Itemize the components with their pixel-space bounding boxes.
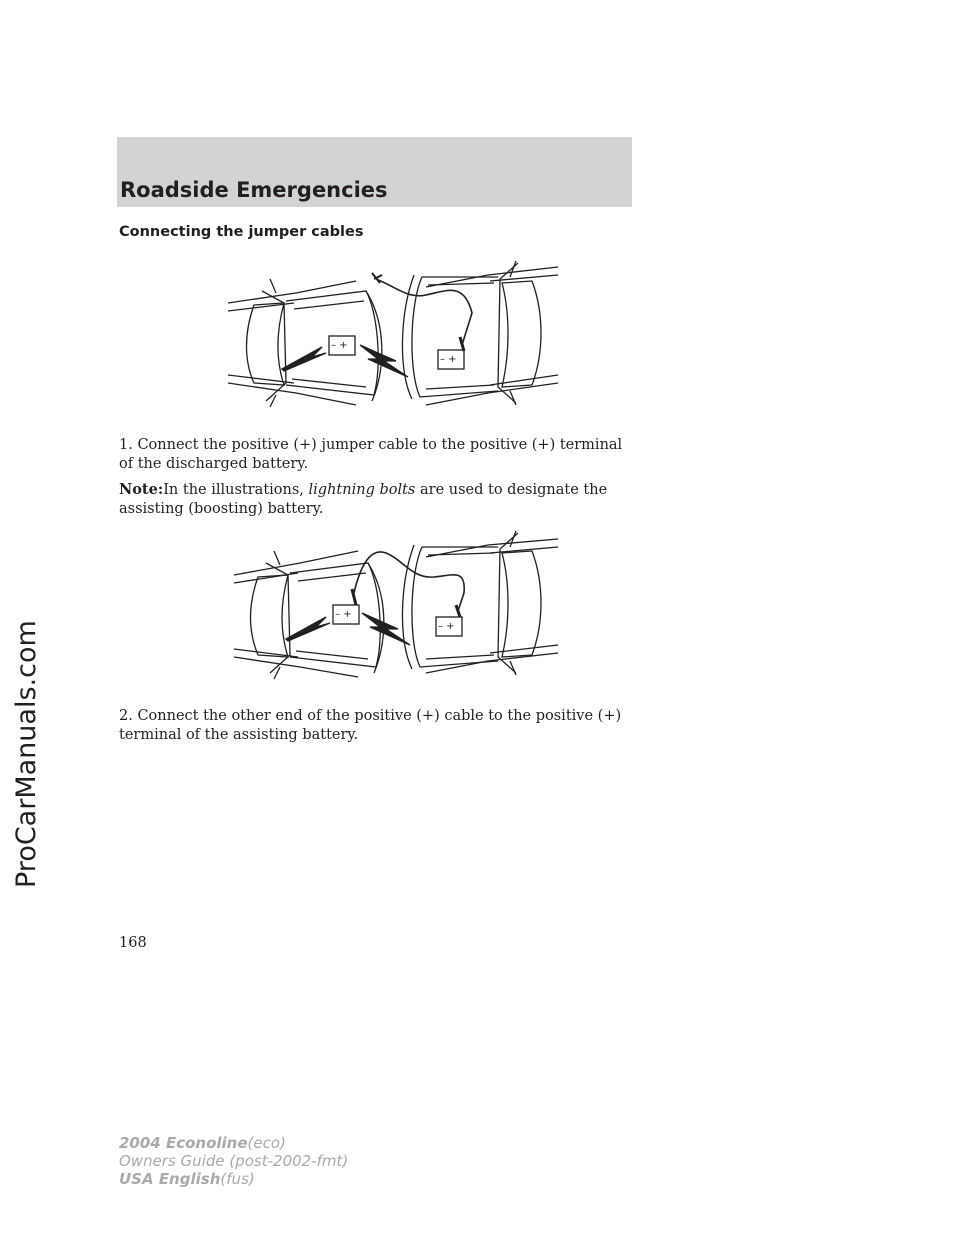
footer-model: 2004 Econoline [119,1134,248,1152]
battery-left-label: – + [335,609,352,620]
footer-line-2: Owners Guide (post-2002-fmt) [119,1152,349,1170]
step-1-text: 1. Connect the positive (+) jumper cable to the positive (+) terminal of the discharged battery. [119,437,623,472]
footer-line-1 [119,1134,348,1152]
battery-right-label: – + [438,621,455,632]
lightning-bolt-icon [360,345,408,377]
note-text-after: are used to designate the assisting (boosting) battery. [119,482,608,517]
battery-right-label: – + [440,354,457,365]
page-number: 168 [119,935,147,951]
jumper-diagram-1 [226,253,560,423]
footer [119,1134,348,1188]
watermark [2,470,46,890]
watermark-text: ProCarManuals.com [11,620,42,888]
step-2-text: 2. Connect the other end of the positive (+) cable to the positive (+) terminal of the assisting battery. [119,708,622,743]
footer-language-code: (fus) [220,1170,255,1188]
note-paragraph [119,480,639,519]
section-heading: Connecting the jumper cables [119,224,364,240]
note-text-before: In the illustrations, [163,482,309,498]
assisting-vehicle [402,261,558,405]
note-label: Note: [119,481,164,498]
lightning-bolt-icon [286,617,330,641]
battery-left-label: – + [331,340,348,351]
footer-model-code: (eco) [247,1134,286,1152]
cable-clamp-icon [352,589,356,605]
footer-line-3 [119,1170,348,1188]
assisting-vehicle [402,531,558,675]
lightning-bolt-icon [282,347,326,371]
jumper-cable [376,279,472,345]
note-emphasis: lightning bolts [308,482,416,498]
discharged-vehicle [228,279,382,407]
footer-language: USA English [119,1170,221,1188]
page-title: Roadside Emergencies [120,178,388,202]
jumper-diagram-2 [226,527,560,689]
